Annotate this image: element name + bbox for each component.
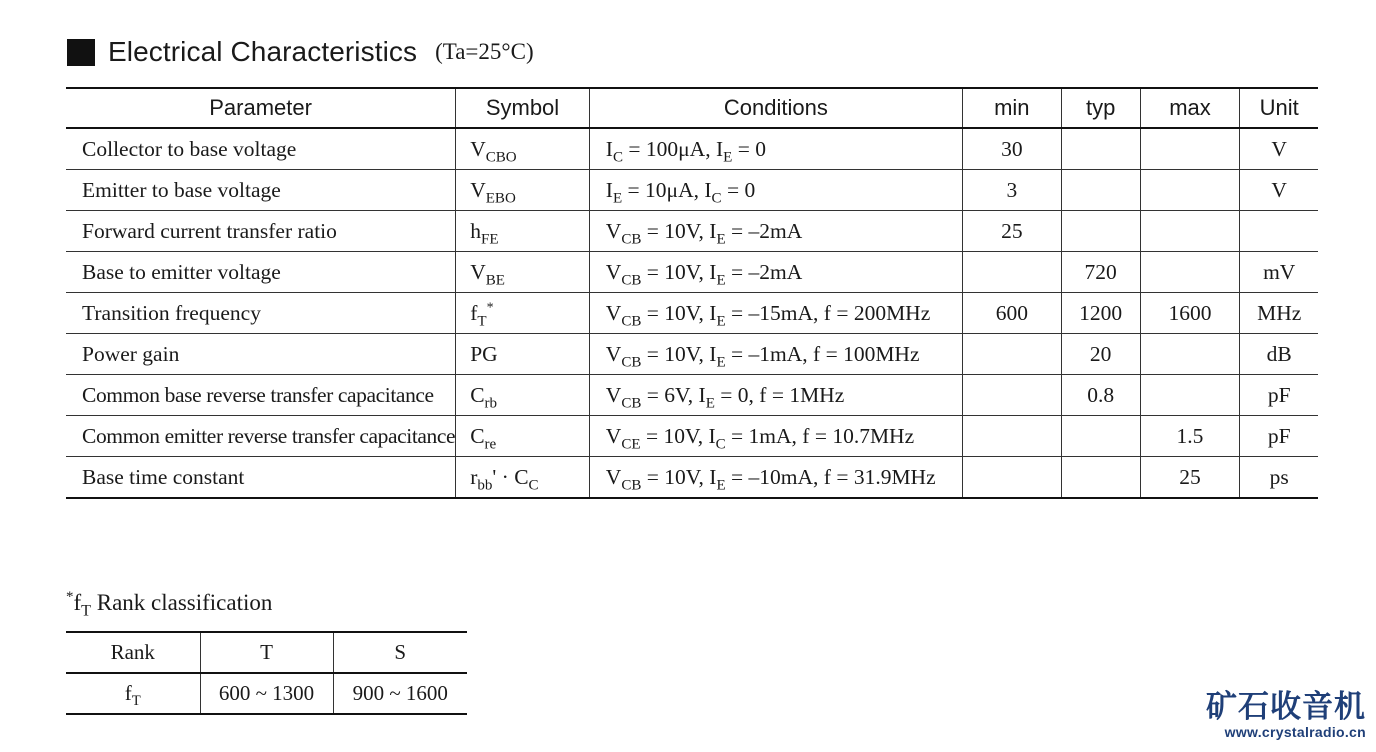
table-row bbox=[66, 334, 1318, 375]
table-row bbox=[66, 252, 1318, 293]
rank-s: S bbox=[333, 632, 467, 673]
rank-ft-s: 900 ~ 1600 bbox=[333, 673, 467, 714]
conditions-cell: $V_{CB} = 10V$, $I_E = -2mA$ bbox=[589, 211, 962, 252]
unit-cell: ps bbox=[1240, 457, 1318, 499]
conditions-cell: $V_{CB} = 10V$, $I_E = -10mA$, f = 31.9MHz bbox=[589, 457, 962, 499]
symbol-cell: $V_{EBO}$ bbox=[456, 170, 590, 211]
max-cell bbox=[1140, 170, 1240, 211]
header-parameter: Parameter bbox=[66, 88, 456, 128]
symbol-cell: $C_{re}$ bbox=[456, 416, 590, 457]
max-cell bbox=[1140, 252, 1240, 293]
black-square-icon bbox=[67, 39, 95, 66]
param-cell: Transition frequency bbox=[66, 293, 456, 334]
electrical-characteristics-table bbox=[66, 87, 1318, 499]
header-row bbox=[66, 88, 1318, 128]
min-cell: 3 bbox=[962, 170, 1061, 211]
min-cell bbox=[962, 252, 1061, 293]
typ-cell bbox=[1061, 416, 1140, 457]
symbol-cell: $V_{CBO}$ bbox=[456, 128, 590, 170]
typ-cell: 1200 bbox=[1061, 293, 1140, 334]
conditions-cell: $I_E = 10\mu A$, $I_C = 0$ bbox=[589, 170, 962, 211]
header-conditions: Conditions bbox=[589, 88, 962, 128]
unit-cell bbox=[1240, 211, 1318, 252]
typ-cell bbox=[1061, 170, 1140, 211]
max-cell bbox=[1140, 334, 1240, 375]
table-row bbox=[66, 293, 1318, 334]
typ-cell bbox=[1061, 457, 1140, 499]
table-row bbox=[66, 416, 1318, 457]
max-cell bbox=[1140, 211, 1240, 252]
title-text: Electrical Characteristics bbox=[108, 36, 418, 67]
max-cell: 25 bbox=[1140, 457, 1240, 499]
rank-t: T bbox=[200, 632, 333, 673]
title-condition: (Ta=25°C) bbox=[435, 39, 534, 64]
typ-cell bbox=[1061, 211, 1140, 252]
unit-cell: dB bbox=[1240, 334, 1318, 375]
header-max: max bbox=[1140, 88, 1240, 128]
table-row bbox=[66, 375, 1318, 416]
header-unit: Unit bbox=[1240, 88, 1318, 128]
param-cell: Common base reverse transfer capacitance bbox=[66, 375, 456, 416]
param-cell: Common emitter reverse transfer capacitance bbox=[66, 416, 456, 457]
rank-title: $^*f_T$ Rank classification bbox=[66, 589, 273, 620]
max-cell: 1.5 bbox=[1140, 416, 1240, 457]
unit-cell: pF bbox=[1240, 375, 1318, 416]
max-cell bbox=[1140, 128, 1240, 170]
min-cell bbox=[962, 375, 1061, 416]
unit-cell: MHz bbox=[1240, 293, 1318, 334]
unit-cell: pF bbox=[1240, 416, 1318, 457]
watermark-logo bbox=[1206, 690, 1366, 740]
min-cell bbox=[962, 416, 1061, 457]
table-row bbox=[66, 211, 1318, 252]
table-row bbox=[66, 457, 1318, 499]
conditions-cell: $V_{CB} = 6V$, $I_E = 0$, f = 1MHz bbox=[589, 375, 962, 416]
max-cell: 1600 bbox=[1140, 293, 1240, 334]
unit-cell: V bbox=[1240, 128, 1318, 170]
typ-cell: 20 bbox=[1061, 334, 1140, 375]
conditions-cell: $V_{CE} = 10V$, $I_C = 1mA$, f = 10.7MHz bbox=[589, 416, 962, 457]
section-title bbox=[67, 36, 534, 68]
rank-ft-label: $f_T$ bbox=[124, 681, 141, 710]
symbol-cell: $f_T^*$ bbox=[456, 293, 590, 334]
symbol-cell: $C_{rb}$ bbox=[456, 375, 590, 416]
min-cell: 25 bbox=[962, 211, 1061, 252]
symbol-cell: $h_{FE}$ bbox=[456, 211, 590, 252]
symbol-cell: PG bbox=[456, 334, 590, 375]
header-min: min bbox=[962, 88, 1061, 128]
conditions-cell: $V_{CB} = 10V$, $I_E = -2mA$ bbox=[589, 252, 962, 293]
header-symbol: Symbol bbox=[456, 88, 590, 128]
logo-name: 矿石收音机 bbox=[1206, 689, 1366, 725]
header-typ: typ bbox=[1061, 88, 1140, 128]
table-body bbox=[66, 128, 1318, 498]
unit-cell: V bbox=[1240, 170, 1318, 211]
symbol-cell: $V_{BE}$ bbox=[456, 252, 590, 293]
min-cell bbox=[962, 334, 1061, 375]
rank-header-row bbox=[66, 632, 467, 673]
min-cell: 600 bbox=[962, 293, 1061, 334]
typ-cell: 720 bbox=[1061, 252, 1140, 293]
max-cell bbox=[1140, 375, 1240, 416]
rank-classification-table bbox=[66, 631, 467, 715]
min-cell: 30 bbox=[962, 128, 1061, 170]
param-cell: Base to emitter voltage bbox=[66, 252, 456, 293]
symbol-cell: $r_{bb}' \cdot C_C$ bbox=[456, 457, 590, 499]
logo-url: www.crystalradio.cn bbox=[1224, 724, 1366, 740]
unit-cell: mV bbox=[1240, 252, 1318, 293]
param-cell: Forward current transfer ratio bbox=[66, 211, 456, 252]
rank-ft-t: 600 ~ 1300 bbox=[200, 673, 333, 714]
rank-ft-row bbox=[66, 673, 467, 714]
table-row bbox=[66, 128, 1318, 170]
table-row bbox=[66, 170, 1318, 211]
param-cell: Emitter to base voltage bbox=[66, 170, 456, 211]
conditions-cell: $V_{CB} = 10V$, $I_E = -1mA$, f = 100MHz bbox=[589, 334, 962, 375]
typ-cell: 0.8 bbox=[1061, 375, 1140, 416]
param-cell: Power gain bbox=[66, 334, 456, 375]
conditions-cell: $I_C = 100\mu A$, $I_E = 0$ bbox=[589, 128, 962, 170]
conditions-cell: $V_{CB} = 10V$, $I_E = -15mA$, f = 200MHz bbox=[589, 293, 962, 334]
rank-label: Rank bbox=[66, 632, 200, 673]
param-cell: Base time constant bbox=[66, 457, 456, 499]
param-cell: Collector to base voltage bbox=[82, 136, 297, 161]
typ-cell bbox=[1061, 128, 1140, 170]
min-cell bbox=[962, 457, 1061, 499]
